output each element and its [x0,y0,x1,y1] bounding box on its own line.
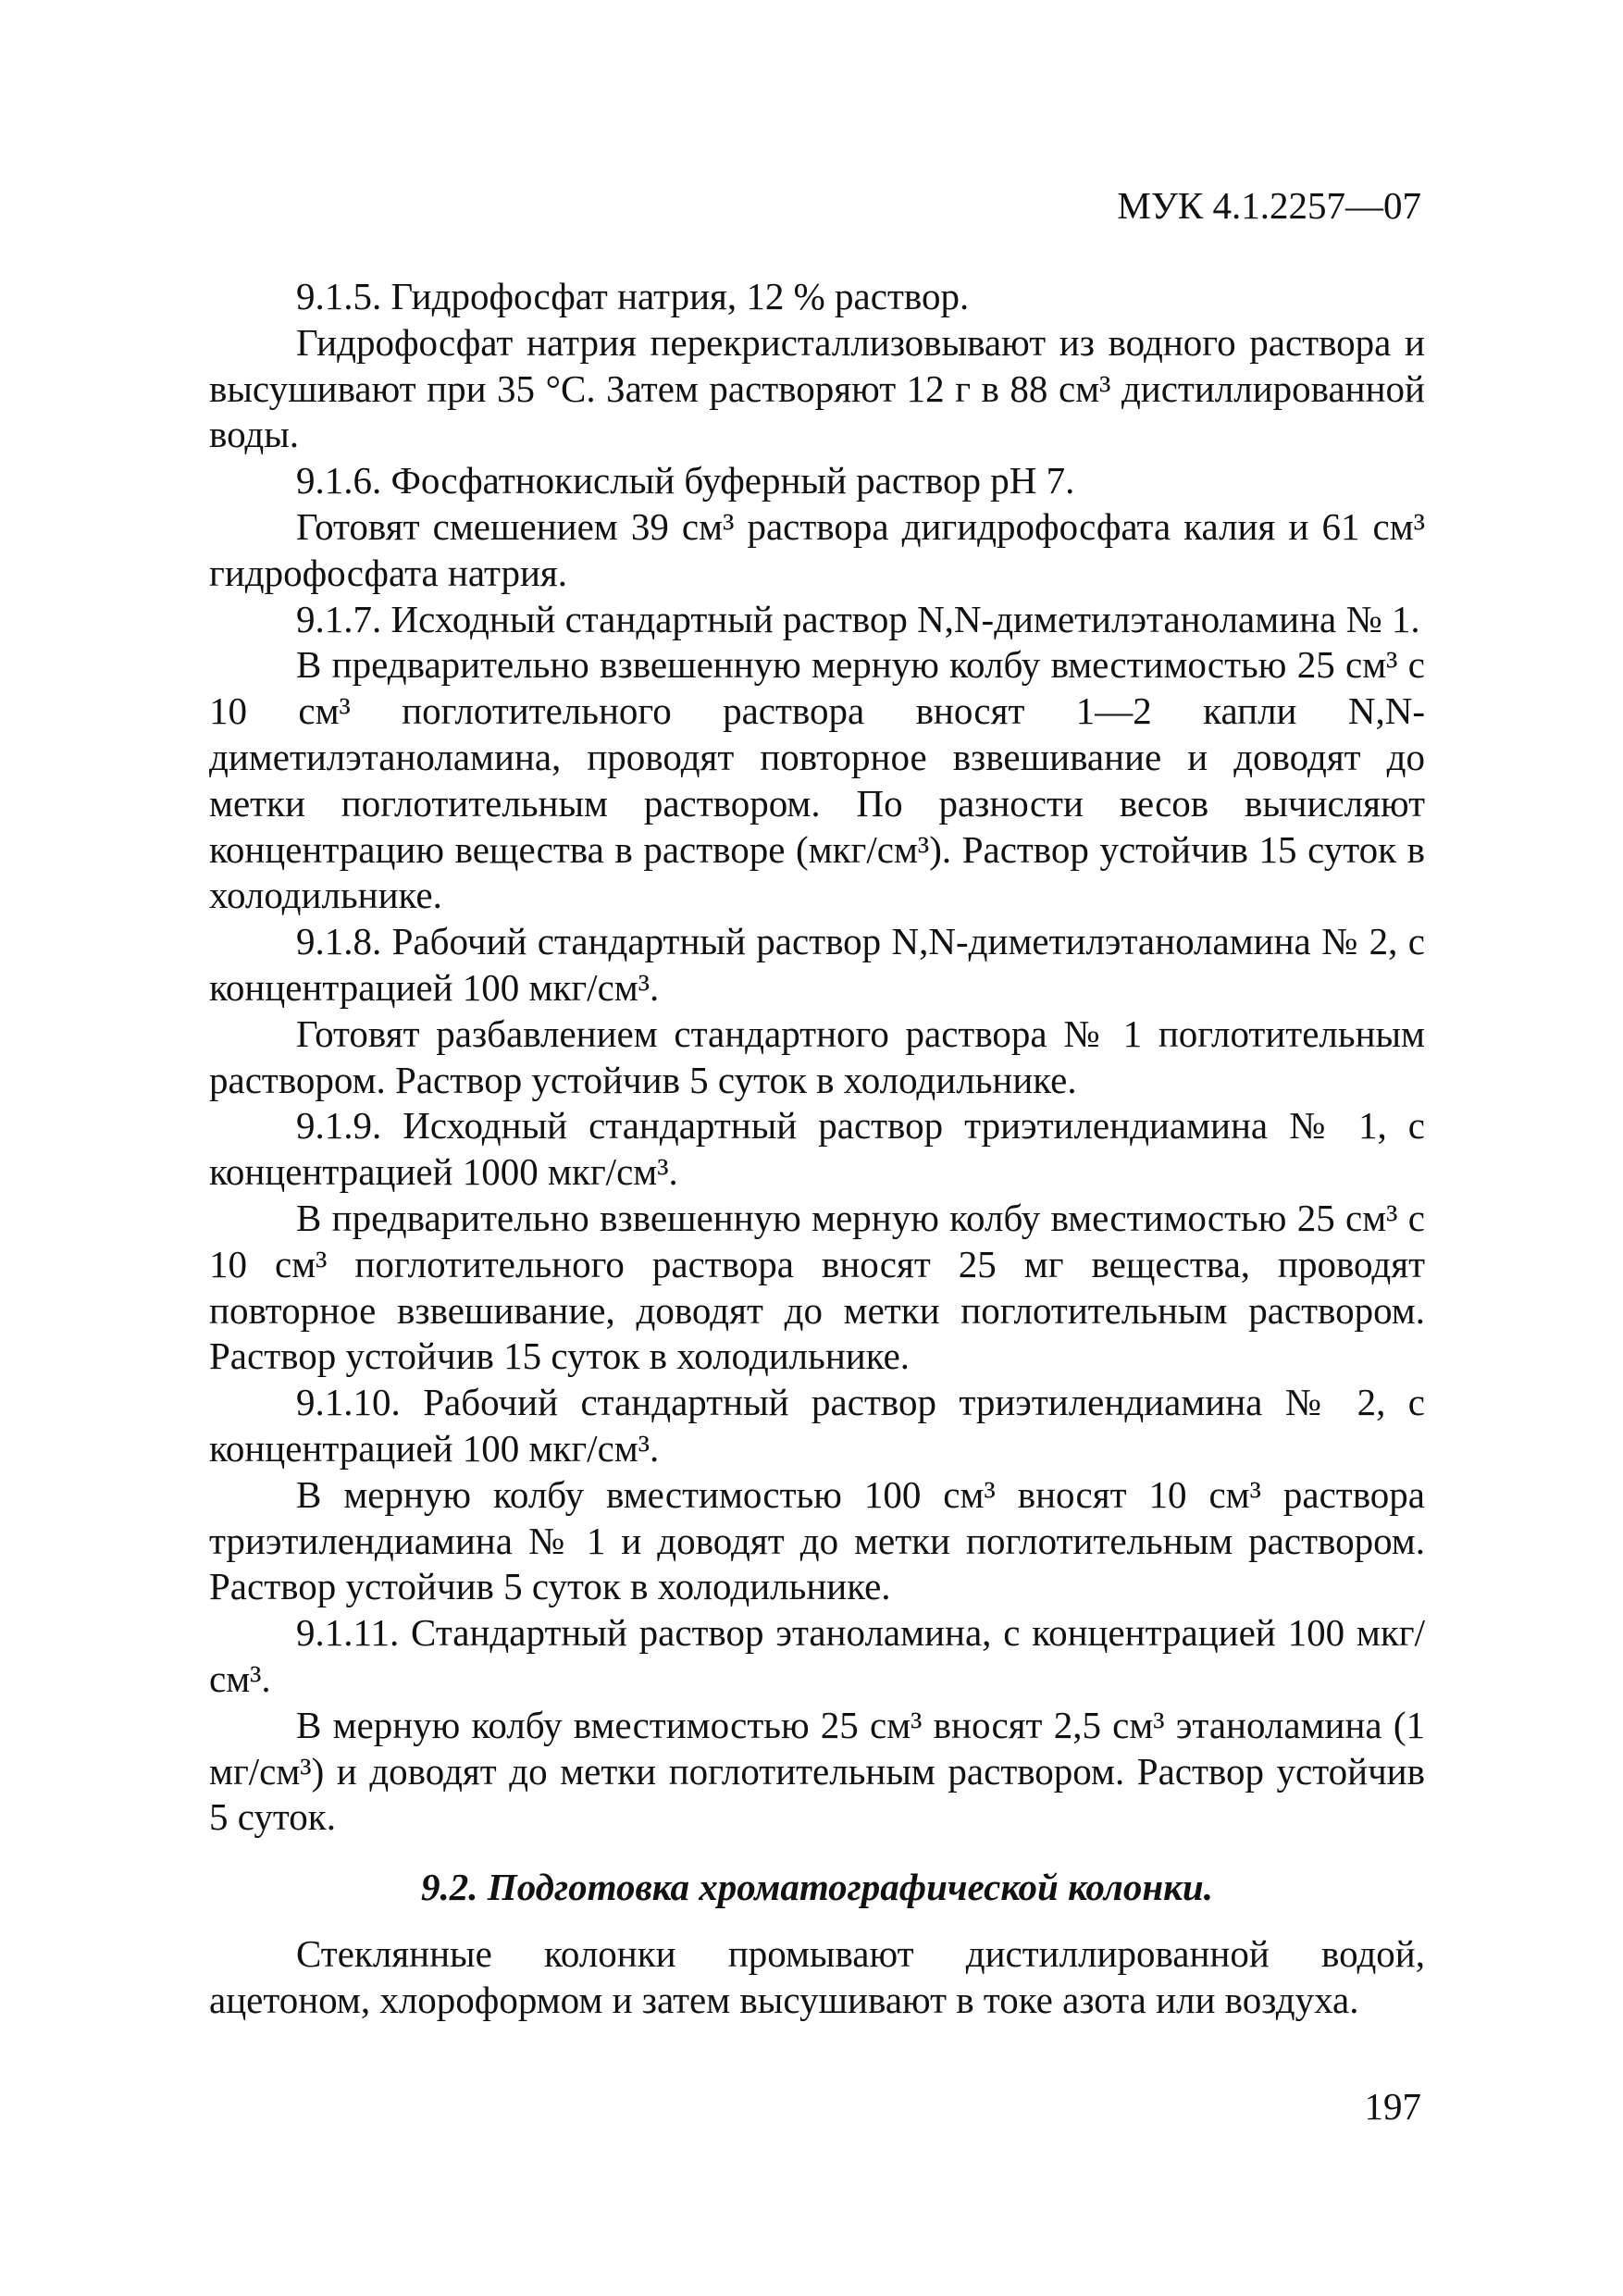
paragraph: В мерную колбу вместимостью 25 см³ вносят 2,5 см³ этаноламина (1 мг/см³) и доводят до метки поглотительным раствором. Раствор устойчив 5 суток. [209,1703,1425,1839]
paragraph: В мерную колбу вместимостью 100 см³ вносят 10 см³ раствора триэтилендиамина № 1 и доводят до метки поглотительным раствором. Раствор устойчив 5 суток в холодильнике. [209,1472,1425,1608]
paragraph-9-1-9: 9.1.9. Исходный стандартный раствор триэтилендиамина № 1, с концентрацией 1000 мкг/см³. [209,1104,1425,1194]
paragraph-9-1-10: 9.1.10. Рабочий стандартный раствор триэтилендиамина № 2, с концентрацией 100 мкг/см³. [209,1381,1425,1470]
paragraph-9-1-7: 9.1.7. Исходный стандартный раствор N,N-диметилэтаноламина № 1. [296,597,1420,640]
paragraph: В предварительно взвешенную мерную колбу вместимостью 25 см³ с 10 см³ поглотительного раствора вносят 25 мг вещества, проводят повторное взвешивание, доводят до метки поглотительным раствором. Раствор устойчив 15 суток в холодильнике. [209,1196,1425,1378]
paragraph-9-1-5: 9.1.5. Гидрофосфат натрия, 12 % раствор. [296,275,970,317]
paragraph: Готовят смешением 39 см³ раствора дигидрофосфата калия и 61 см³ гидрофосфата натрия. [209,504,1425,594]
paragraph-9-1-8: 9.1.8. Рабочий стандартный раствор N,N-диметилэтаноламина № 2, с концентрацией 100 мкг/см³. [209,920,1425,1009]
paragraph: Гидрофосфат натрия перекристаллизовывают из водного раствора и высушивают при 35 °С. Затем растворяют 12 г в 88 см³ дистиллированной воды. [209,320,1425,456]
page-number: 197 [1364,2085,1421,2128]
paragraph-9-1-6: 9.1.6. Фосфатнокислый буферный раствор pH 7. [296,459,1075,503]
paragraph-9-1-11: 9.1.11. Стандартный раствор этаноламина, с концентрацией 100 мкг/см³. [209,1611,1425,1700]
running-header: МУК 4.1.2257—07 [1117,184,1421,227]
paragraph: Стеклянные колонки промывают дистиллированной водой, ацетоном, хлороформом и затем высушивают в токе азота или воздуха. [209,1931,1425,2021]
paragraph: В предварительно взвешенную мерную колбу вместимостью 25 см³ с 10 см³ поглотительного раствора вносят 1—2 капли N,N-диметилэтаноламина, проводят повторное взвешивание и доводят до метки поглотительным раствором. По разности весов вычисляют концентрацию вещества в растворе (мкг/см³). Раствор устойчив 15 суток в холодильнике. [209,643,1425,917]
paragraph: Готовят разбавлением стандартного раствора № 1 поглотительным раствором. Раствор устойчив 5 суток в холодильнике. [209,1011,1425,1101]
section-heading: 9.2. Подготовка хроматографической колонки. [421,1866,1213,1909]
body-text [209,274,1425,2023]
